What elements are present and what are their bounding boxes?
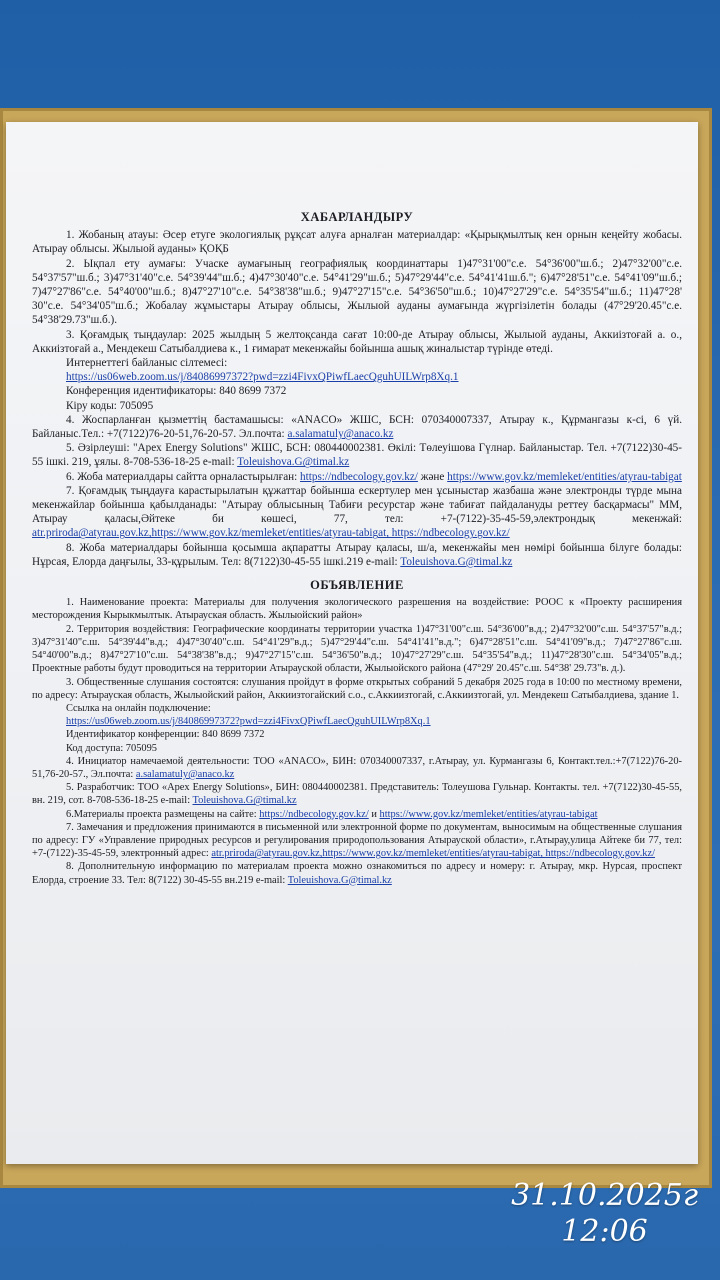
- ru-access-code: Код доступа: 705095: [66, 742, 157, 754]
- notice-sheet: [6, 122, 698, 1164]
- timestamp-time: 12:06: [561, 1214, 648, 1249]
- ru-p6-text: 6.Материалы проекта размещены на сайте:: [66, 808, 257, 820]
- ru-p6-and: и: [371, 808, 377, 820]
- ru-p8-email-link[interactable]: Toleuishova.G@timal.kz: [287, 874, 392, 886]
- ru-paragraph-7: [32, 821, 682, 861]
- kz-p6-link-ndbecology[interactable]: https://ndbecology.gov.kz/: [300, 470, 418, 483]
- kz-p8-text: 8. Жоба материалдары бойынша қосымша ақпаратты Атырау қаласы, ш/а, мекенжайы мен нөмірі бойынша білуге болады: Нұрсая, Елорда даңғылы, 33-құрылым. Тел: 8(7122)30-45-55 ішкі.219 e-mail:: [32, 541, 682, 568]
- kz-paragraph-4: [32, 413, 682, 441]
- ru-p7-links[interactable]: atr.priroda@atyrau.gov.kz,https://www.gov.kz/memleket/entities/atyrau-tabigat, https://ndbecology.gov.kz/: [211, 848, 655, 860]
- ru-p6-link-gov[interactable]: https://www.gov.kz/memleket/entities/atyrau-tabigat: [379, 808, 598, 820]
- kz-p7-links[interactable]: atr.priroda@atyrau.gov.kz,https://www.gov.kz/memleket/entities/atyrau-tabigat, https://ndbecology.gov.kz/: [32, 527, 510, 540]
- kz-zoom-link[interactable]: https://us06web.zoom.us/j/84086997372?pwd=zzi4FivxQPiwfLaecQguhUILWrp8Xq.1: [66, 371, 459, 384]
- kz-zoom-label: Интернеттегі байланыс сілтемесі:: [66, 357, 228, 370]
- kz-p6-text: 6. Жоба материалдары сайтта орналастырылған:: [66, 470, 298, 483]
- kz-p6-link-gov[interactable]: https://www.gov.kz/memleket/entities/atyrau-tabigat: [447, 470, 682, 483]
- photo-timestamp: [511, 1178, 698, 1250]
- kz-paragraph-1: 1. Жобаның атауы: Әсер етуге экологиялық рұқсат алуға арналған материалдар: «Қырықмылтық кен орнын кеңейту жобасы. Атырау облысы. Жылыой ауданы» ҚОҚБ: [32, 229, 682, 256]
- kz-p5-email-link[interactable]: Toleuishova.G@timal.kz: [237, 456, 350, 469]
- ru-paragraph-2: 2. Территория воздействия: Географические координаты территории участка 1)47°31'00"с.ш. 54°36'00"в.д.; 2)47°32'00"с.ш. 54°37'57"в.д.; 3)47°31'40"с.ш. 54°39'44"в.д.; 4)47°30'40"с.ш. 54°41'29"в.д.; 5)47°29'44"с.ш. 54°41'41"в.д."; 6)47°28'51"с.ш. 54°41'09"в.д.; 7)47°27'86"с.ш. 54°40'00"в.д.; 8)47°27'10"с.ш. 54°38'38"в.д.; 9)47°27'15"с.ш. 54°36'50"в.д.; 10)47°27'29"с.ш. 54°35'54"в.д.; 11)47°28'30"с.ш. 54°34'05"в.д.; Проектные работы будут проводиться на территории Атырауской области, Жылыойского района (47°29' 20.45"с.ш. 54°38' 29.73"в. д.).: [32, 623, 682, 675]
- kz-title: ХАБАРЛАНДЫРУ: [300, 210, 414, 224]
- kz-paragraph-6: [32, 470, 682, 484]
- kz-p6-and: және: [420, 470, 445, 483]
- ru-conference-id: Идентификатор конференции: 840 8699 7372: [66, 729, 265, 741]
- kz-paragraph-5: [32, 441, 682, 469]
- ru-p5-text: 5. Разработчик: ТОО «Apex Energy Solutions», БИН: 080440002381. Представитель: Толеушова Гульнар. Контакты. тел. +7(7122)30-45-55, вн. 219, сот. 8-708-536-18-25 e-mail:: [32, 782, 682, 807]
- ru-title: ОБЪЯВЛЕНИЕ: [310, 578, 404, 593]
- ru-paragraph-8: [32, 860, 682, 886]
- kz-paragraph-7: [32, 484, 682, 541]
- document-body: [32, 210, 682, 887]
- ru-paragraph-3: 3. Общественные слушания состоятся: слушания пройдут в форме открытых собраний 5 декабря 2025 года в 10:00 по местному времени, по адресу: Атырауская область, Жылыойский район, Аккиизтогайский с.о., с.Аккиизтогай, с.Аккиизтогай, ул. Мендекеш Сатыбалдиева, здание 1.: [32, 676, 682, 701]
- ru-p6-link-ndbecology[interactable]: https://ndbecology.gov.kz/: [259, 808, 369, 820]
- kz-p4-text: 4. Жоспарланған қызметтің бастамашысы: «ANACO» ЖШС, БСН: 070340007337, Атырау к., Құрмангазы к-сі, 6 үй. Байланыс.Тел.: +7(7122)76-20-51,76-20-57. Эл.почта:: [32, 413, 682, 441]
- ru-zoom-label: Ссылка на онлайн подключение:: [66, 702, 211, 714]
- kz-access-code: Кіру коды: 705095: [66, 399, 154, 412]
- ru-p5-email-link[interactable]: Toleuishova.G@timal.kz: [192, 795, 297, 807]
- timestamp-date: 31.10.2025г: [511, 1178, 698, 1213]
- kz-p5-text: 5. Әзірлеуші: "Apex Energy Solutions" ЖШС, БСН: 080440002381. Өкілі: Төлеуішова Гүлнар. Байланыстар. Тел. +7(7122)30-45-55 ішкі. 219, ұялы. 8-708-536-18-25 e-mail:: [32, 442, 682, 469]
- ru-p8-text: 8. Дополнительную информацию по материалам проекта можно ознакомиться по адресу и номеру: г. Атырау, мкр. Нурсая, проспект Елорда, строение 33. Тел: 8(7122) 30-45-55 вн.219 e-mail:: [32, 861, 682, 886]
- kz-conference-id: Конференция идентификаторы: 840 8699 7372: [66, 385, 287, 398]
- ru-paragraph-1: 1. Наименование проекта: Материалы для получения экологического разрешения на воздействие: РООС к «Проекту расширения месторождения Кырыкмылтык. Атырауская область. Жылыойский район»: [32, 597, 682, 622]
- kz-p7-text: 7. Қоғамдық тыңдауға карастырылатын құжаттар бойынша ескертулер мен ұсыныстар жазбаша және электронды түрде мына мекенжайлар бойынша қабылданады: "Атырау облысының Табиғи ресурстар және табиғат пайдалануды реттеу басқармасы" ММ, Атырау қаласы,Әйтеке би көшесі, 77, тел: +7-(7122)-35-45-59,электрондық мекенжай:: [32, 484, 682, 526]
- ru-zoom-link[interactable]: https://us06web.zoom.us/j/84086997372?pwd=zzi4FivxQPiwfLaecQguhUILWrp8Xq.1: [66, 716, 431, 728]
- kz-paragraph-2: 2. Ықпал ету аумағы: Учаске аумағының географиялық координаттары 1)47°31'00"с.е. 54°36'00"ш.б.; 2)47°32'00"с.е. 54°37'57"ш.б.; 3)47°31'40"с.е. 54°39'44"ш.б.; 4)47°30'40"с.е. 54°41'29"ш.б.; 5)47°29'44"с.е. 54°41'41ш.б."; 6)47°28'51"с.е. 54°41'09"ш.б.; 7)47°27'86"с.е. 54°40'00"ш.б.; 8)47°27'10"с.е. 54°38'38"ш.б.; 9)47°27'15"с.е. 54°36'50"ш.б.; 10)47°27'29"с.е. 54°35'54"ш.б.; 11)47°28' 30"с.е. 54°34'05"ш.б.; Жобалау жұмыстары Атырау облысы, Жылыой ауданы аумағында жүргізілетін болады (47°29'20.45"с.е. 54°38'29.73"ш.б.).: [32, 257, 682, 327]
- ru-p7-text: 7. Замечания и предложения принимаются в письменной или электронной форме по документам, выносимым на общественные слушания по адресу: ГУ «Управление природных ресурсов и регулирования природопользования Атырауской области», г.Атырау,улица Айтеке би 77, тел: +7-(7122)-35-45-59, электронный адрес:: [32, 821, 682, 860]
- ru-paragraph-5: [32, 781, 682, 807]
- ru-paragraph-6: [32, 808, 682, 821]
- kz-paragraph-3: 3. Қоғамдық тыңдаулар: 2025 жылдың 5 желтоқсанда сағат 10:00-де Атырау облысы, Жылыой ауданы, Аккиізтоғай а. о., Аккиізтоғай а., Мендекеш Сатыбалдиева к., 1 ғимарат мекенжайы бойынша ашық жиналыстар түрінде өтеді.: [32, 328, 682, 355]
- kz-p4-email-link[interactable]: a.salamatuly@anaco.kz: [287, 428, 394, 441]
- kz-paragraph-8: [32, 541, 682, 569]
- ru-p4-email-link[interactable]: a.salamatuly@anaco.kz: [135, 768, 235, 780]
- ru-p4-text: 4. Инициатор намечаемой деятельности: ТОО «ANACO», БИН: 070340007337, г.Атырау, ул. Курмангазы 6, Контакт.тел.:+7(7122)76-20-51,76-20-57., Эл.почта:: [32, 755, 682, 780]
- ru-paragraph-4: [32, 755, 682, 781]
- kz-p8-email-link[interactable]: Toleuishova.G@timal.kz: [400, 555, 513, 568]
